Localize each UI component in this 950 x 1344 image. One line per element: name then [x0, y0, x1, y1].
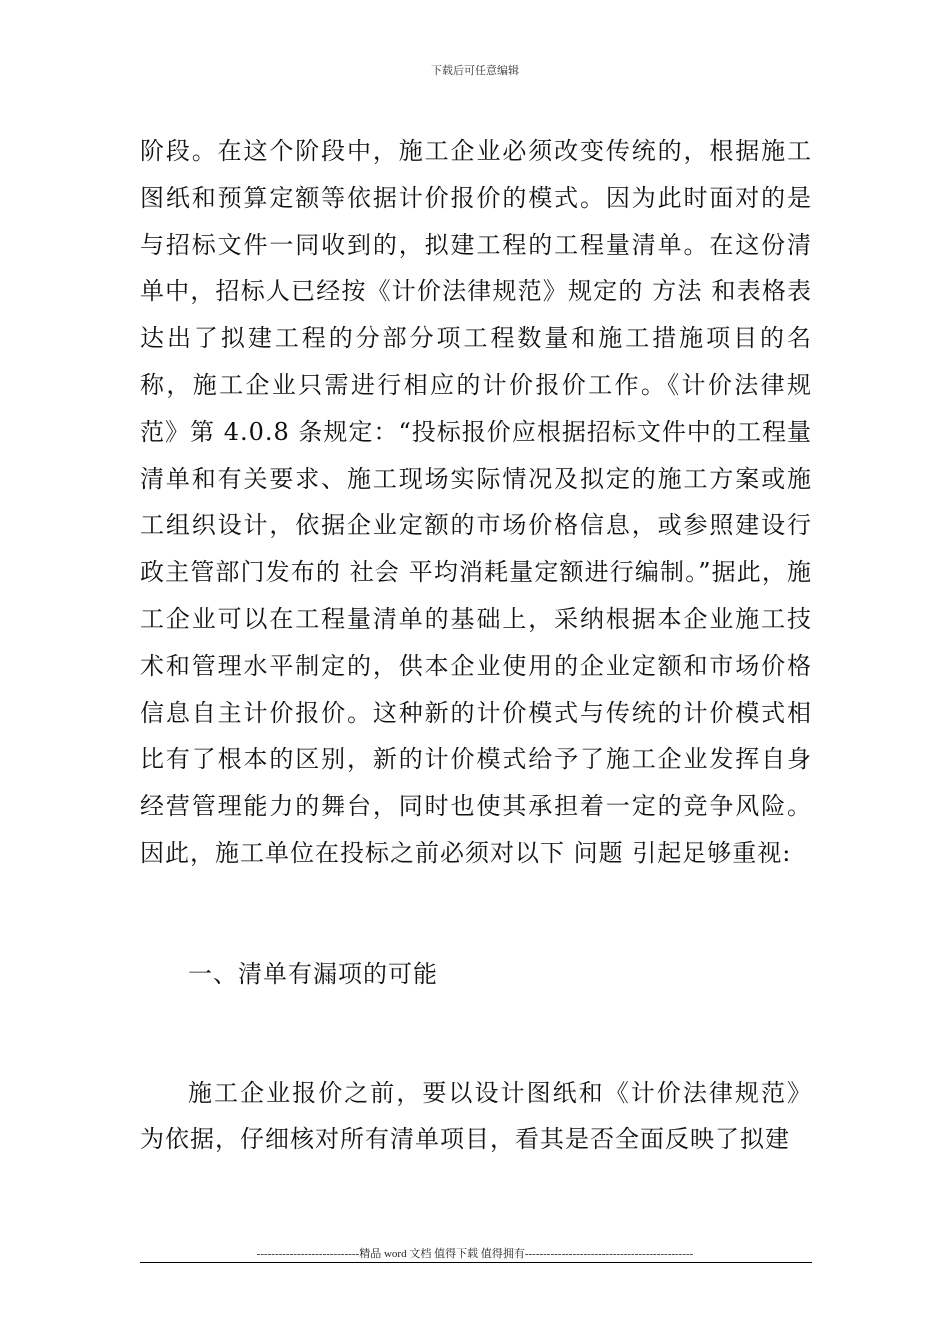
page-footer: ----------------------------精品 word 文档 值得下载 值得拥有----------------------------------------------: [256, 1248, 694, 1260]
page-header: 下载后可任意编辑: [431, 64, 519, 77]
body-paragraph: 施工企业报价之前，要以设计图纸和《计价法律规范》为依据，仔细核对所有清单项目，看其是否全面反映了拟建: [140, 1078, 812, 1154]
footer-rule: [140, 1262, 812, 1263]
body-paragraph: 阶段。在这个阶段中，施工企业必须改变传统的，根据施工图纸和预算定额等依据计价报价的模式。因为此时面对的是与招标文件一同收到的，拟建工程的工程量清单。在这份清单中，招标人已经按《计价法律规范》规定的 方法 和表格表达出了拟建工程的分部分项工程数量和施工措施项目的名称，施工企业只需进行相应的计价报价工作。《计价法律规范》第 4.0.8 条规定：“投标报价应根据招标文件中的工程量清单和有关要求、施工现场实际情况及拟定的施工方案或施工组织设计，依据企业定额的市场价格信息，或参照建设行政主管部门发布的 社会 平均消耗量定额进行编制。”据此，施工企业可以在工程量清单的基础上，采纳根据本企业施工技术和管理水平制定的，供本企业使用的企业定额和市场价格信息自主计价报价。这种新的计价模式与传统的计价模式相比有了根本的区别，新的计价模式给予了施工企业发挥自身经营管理能力的舞台，同时也使其承担着一定的竞争风险。因此，施工单位在投标之前必须对以下 问题 引起足够重视:: [140, 137, 812, 867]
paragraph-spacer: [140, 998, 812, 1070]
paragraph-spacer: [140, 877, 812, 951]
document-body: [140, 128, 812, 1163]
section-heading: 一、清单有漏项的可能: [188, 959, 438, 988]
